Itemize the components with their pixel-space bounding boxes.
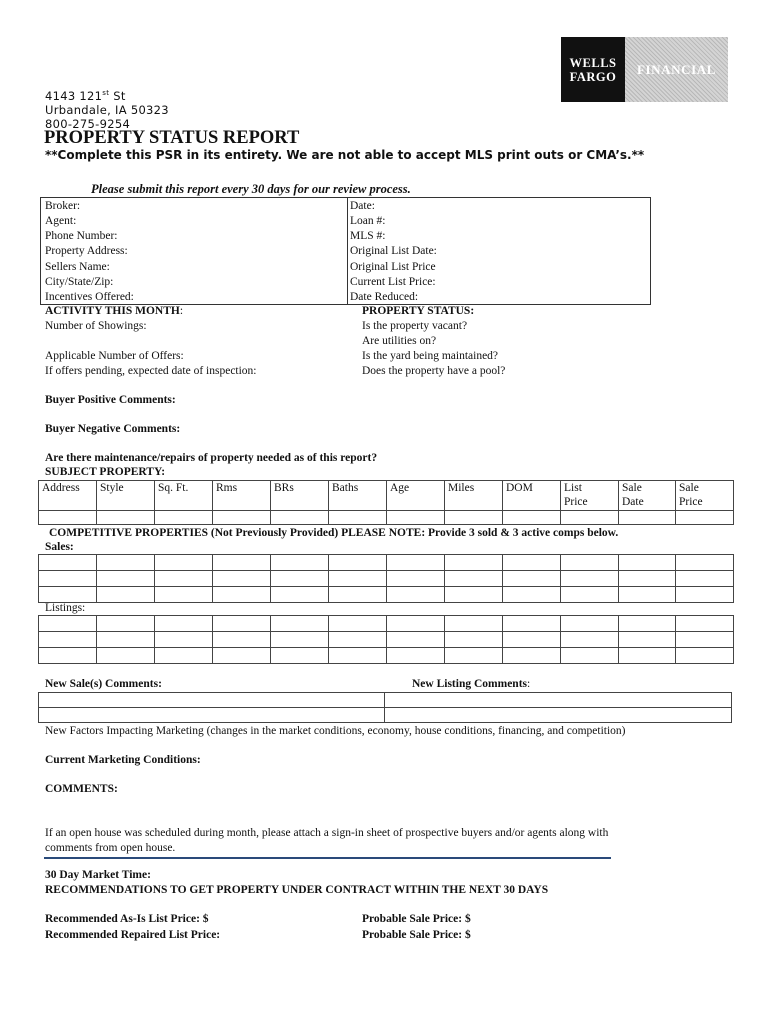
info-box xyxy=(40,197,651,305)
col-sale-price: Sale Price xyxy=(676,481,734,511)
logo-financial: FINANCIAL xyxy=(625,37,728,102)
sales-label: Sales: xyxy=(45,541,74,553)
field-date[interactable]: Date: xyxy=(350,200,375,212)
address-city: Urbandale, IA 50323 xyxy=(45,102,169,117)
field-number-of-showings[interactable]: Number of Showings: xyxy=(45,320,147,332)
field-date-reduced[interactable]: Date Reduced: xyxy=(350,291,419,303)
address-street: 4143 121st St xyxy=(45,88,126,103)
new-listing-comments-label: New Listing Comments: xyxy=(412,678,531,690)
field-mls-number[interactable]: MLS #: xyxy=(350,230,386,242)
table-row[interactable] xyxy=(39,555,734,571)
field-incentives-offered[interactable]: Incentives Offered: xyxy=(45,291,134,303)
new-comments-table xyxy=(38,692,732,723)
logo-line1: WELLS xyxy=(569,55,617,70)
question-vacant[interactable]: Is the property vacant? xyxy=(362,320,468,332)
submit-note: Please submit this report every 30 days for our review process. xyxy=(91,182,411,196)
question-pool[interactable]: Does the property have a pool? xyxy=(362,365,506,377)
table-row[interactable] xyxy=(39,693,732,708)
recommended-repaired-price[interactable]: Recommended Repaired List Price: xyxy=(45,929,221,941)
section-divider xyxy=(44,857,611,859)
recommended-as-is-price[interactable]: Recommended As-Is List Price: $ xyxy=(45,913,209,925)
subject-property-heading: SUBJECT PROPERTY: xyxy=(45,466,166,478)
table-row[interactable] xyxy=(39,616,734,632)
table-row[interactable] xyxy=(39,587,734,603)
subject-header-row xyxy=(39,481,734,511)
col-list-price: List Price xyxy=(561,481,619,511)
open-house-note-line2: comments from open house. xyxy=(45,842,176,854)
comments-heading[interactable]: COMMENTS: xyxy=(45,783,118,795)
instruction-note: **Complete this PSR in its entirety. We are not able to accept MLS print outs or CMA’s.** xyxy=(45,148,645,162)
probable-sale-price-repaired[interactable]: Probable Sale Price: $ xyxy=(362,929,471,941)
buyer-positive-comments[interactable]: Buyer Positive Comments: xyxy=(45,394,176,406)
question-utilities[interactable]: Are utilities on? xyxy=(362,335,437,347)
table-row[interactable] xyxy=(39,511,734,525)
col-sq-ft: Sq. Ft. xyxy=(155,481,213,511)
info-divider xyxy=(347,198,348,304)
activity-heading: ACTIVITY THIS MONTH: xyxy=(45,305,184,317)
field-phone-number[interactable]: Phone Number: xyxy=(45,230,118,242)
field-current-list-price[interactable]: Current List Price: xyxy=(350,276,436,288)
property-status-heading: PROPERTY STATUS: xyxy=(362,305,475,317)
field-inspection-date[interactable]: If offers pending, expected date of inspection: xyxy=(45,365,257,377)
subject-property-table xyxy=(38,480,734,525)
field-original-list-price[interactable]: Original List Price xyxy=(350,261,436,273)
field-agent[interactable]: Agent: xyxy=(45,215,77,227)
table-row[interactable] xyxy=(39,632,734,648)
col-rms: Rms xyxy=(213,481,271,511)
maintenance-question[interactable]: Are there maintenance/repairs of property needed as of this report? xyxy=(45,452,378,464)
field-sellers-name[interactable]: Sellers Name: xyxy=(45,261,110,273)
table-row[interactable] xyxy=(39,571,734,587)
col-style: Style xyxy=(97,481,155,511)
col-baths: Baths xyxy=(329,481,387,511)
col-address: Address xyxy=(39,481,97,511)
page-title: PROPERTY STATUS REPORT xyxy=(44,128,300,148)
listings-label: Listings: xyxy=(45,602,86,614)
buyer-negative-comments[interactable]: Buyer Negative Comments: xyxy=(45,423,181,435)
field-broker[interactable]: Broker: xyxy=(45,200,81,212)
field-number-of-offers[interactable]: Applicable Number of Offers: xyxy=(45,350,184,362)
new-sales-comments-input[interactable] xyxy=(39,708,385,723)
field-original-list-date[interactable]: Original List Date: xyxy=(350,245,437,257)
table-row[interactable] xyxy=(39,708,732,723)
col-dom: DOM xyxy=(503,481,561,511)
field-property-address[interactable]: Property Address: xyxy=(45,245,128,257)
open-house-note-line1: If an open house was scheduled during month, please attach a sign-in sheet of prospective buyers and/or agents along with xyxy=(45,827,609,839)
new-listing-comments-input[interactable] xyxy=(385,708,732,723)
logo-line2: FARGO xyxy=(569,69,617,84)
probable-sale-price-as-is[interactable]: Probable Sale Price: $ xyxy=(362,913,471,925)
table-row[interactable] xyxy=(39,648,734,664)
recommendations-heading: RECOMMENDATIONS TO GET PROPERTY UNDER CONTRACT WITHIN THE NEXT 30 DAYS xyxy=(45,884,549,896)
market-time-field[interactable]: 30 Day Market Time: xyxy=(45,869,151,881)
col-age: Age xyxy=(387,481,445,511)
wells-fargo-logo xyxy=(561,37,728,102)
field-city-state-zip[interactable]: City/State/Zip: xyxy=(45,276,114,288)
listings-comps-table xyxy=(38,615,734,664)
new-listing-comments-input[interactable] xyxy=(385,693,732,708)
competitive-properties-note: COMPETITIVE PROPERTIES (Not Previously Provided) PLEASE NOTE: Provide 3 sold & 3 active comps below. xyxy=(49,527,619,539)
new-factors-label[interactable]: New Factors Impacting Marketing (changes in the market conditions, economy, house conditions, financing, and competition) xyxy=(45,725,626,737)
logo-wordmark xyxy=(561,37,625,102)
field-loan-number[interactable]: Loan #: xyxy=(350,215,386,227)
new-sales-comments-input[interactable] xyxy=(39,693,385,708)
col-miles: Miles xyxy=(445,481,503,511)
current-marketing-conditions[interactable]: Current Marketing Conditions: xyxy=(45,754,201,766)
question-yard[interactable]: Is the yard being maintained? xyxy=(362,350,499,362)
address-phone: 800-275-9254 xyxy=(45,116,131,131)
sales-comps-table xyxy=(38,554,734,603)
new-sales-comments-label: New Sale(s) Comments: xyxy=(45,678,162,690)
col-brs: BRs xyxy=(271,481,329,511)
col-sale-date: Sale Date xyxy=(619,481,676,511)
company-address xyxy=(45,86,169,131)
